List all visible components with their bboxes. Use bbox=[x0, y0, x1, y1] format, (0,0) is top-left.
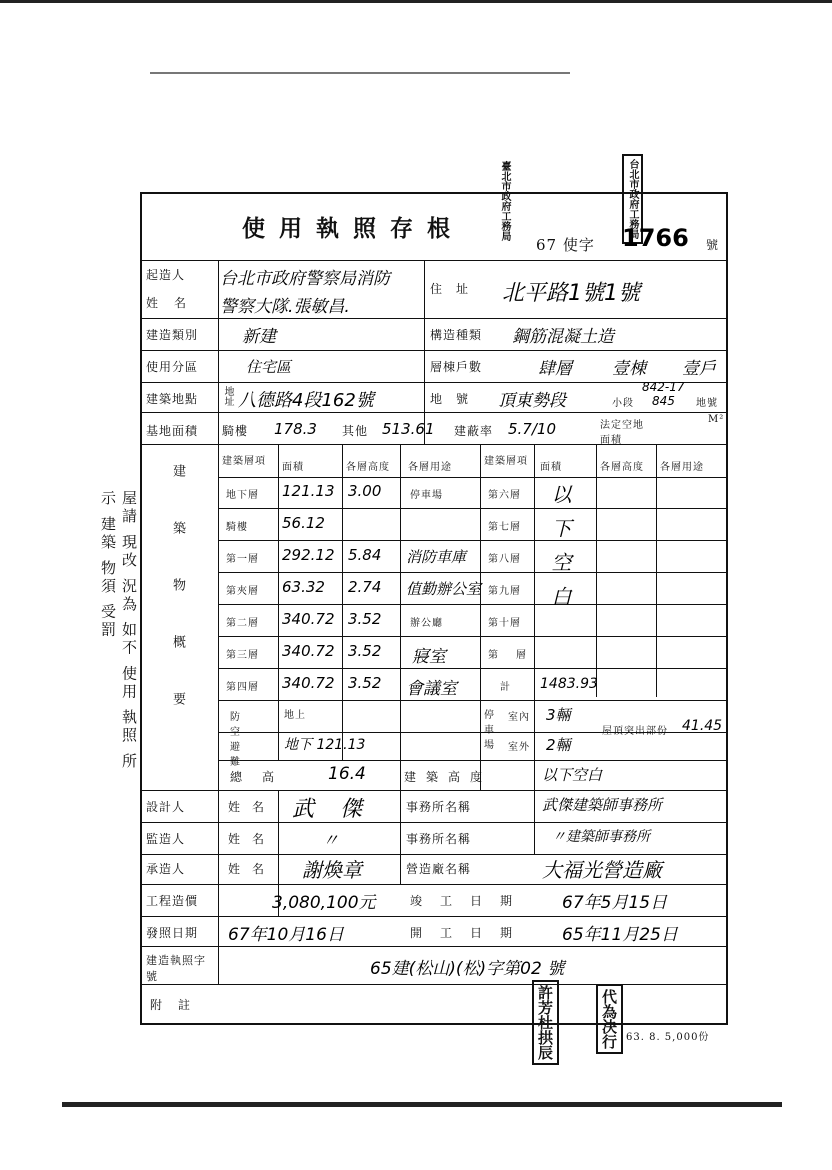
hdr-use-right: 各層用途 bbox=[660, 462, 704, 473]
total-height-label: 總高 bbox=[230, 770, 295, 784]
start-value: 65年11月25日 bbox=[562, 925, 678, 945]
site-area-unit: M² bbox=[708, 414, 725, 425]
builder-label-2: 姓名 bbox=[146, 296, 203, 310]
zoning-value: 住宅區 bbox=[246, 358, 292, 376]
done-label: 竣工日期 bbox=[410, 894, 531, 908]
households-value: 壹戶 bbox=[682, 359, 716, 379]
margin-col-5: 使用 bbox=[120, 665, 138, 702]
other-value: 513.61 bbox=[382, 420, 435, 438]
hdr-floor-left: 建築層項 bbox=[222, 456, 266, 467]
floor-height: 3.52 bbox=[348, 674, 382, 692]
floor-area: 121.13 bbox=[282, 482, 335, 500]
right-floor-name: 第六層 bbox=[488, 490, 521, 501]
contractor-name-label: 姓名 bbox=[228, 862, 277, 876]
permit-label: 建造執照字號 bbox=[146, 954, 206, 983]
floor-area: 292.12 bbox=[282, 546, 335, 564]
floor-area: 340.72 bbox=[282, 642, 335, 660]
arcade-value: 178.3 bbox=[274, 420, 317, 438]
supervisor-name: 〃 bbox=[322, 831, 339, 851]
ridges-value: 壹棟 bbox=[612, 359, 646, 379]
contractor-label: 承造人 bbox=[146, 862, 186, 876]
floor-height: 5.84 bbox=[348, 546, 382, 564]
permit-form bbox=[140, 192, 728, 1043]
parking-outdoor-value: 2輛 bbox=[546, 736, 571, 754]
builder-label-1: 起造人 bbox=[146, 268, 186, 282]
approver-stamp: 許芳杜拱辰 bbox=[532, 980, 559, 1065]
issue-value: 67年10月16日 bbox=[228, 925, 344, 945]
designer-office: 武傑建築師事務所 bbox=[542, 796, 663, 814]
right-floor-name: 第八層 bbox=[488, 554, 521, 565]
contractor-name: 謝煥章 bbox=[302, 858, 362, 882]
designer-label: 設計人 bbox=[146, 800, 186, 814]
legal-label: 法定空地面積 bbox=[600, 420, 644, 446]
scan-bottom-line bbox=[62, 1102, 782, 1107]
land-sub-label: 小段 bbox=[612, 398, 634, 409]
zoning-label: 使用分區 bbox=[146, 360, 199, 374]
parking-indoor-value: 3輛 bbox=[546, 706, 571, 724]
total-value: 1483.93 bbox=[540, 676, 598, 692]
structure-type-value: 鋼筋混凝土造 bbox=[512, 327, 614, 347]
margin-col-2: 現改 bbox=[120, 533, 138, 570]
builder-value-2: 警察大隊.張敏昌. bbox=[220, 297, 350, 317]
top-stamp-right: 台北市政府工務局 bbox=[622, 154, 643, 244]
scan-top-line bbox=[0, 0, 832, 3]
permit-value: 65建(松山)(松)字第02 號 bbox=[370, 959, 565, 979]
supervisor-office-label: 事務所名稱 bbox=[406, 832, 472, 846]
hdr-height-right: 各層高度 bbox=[600, 462, 644, 473]
doc-number: 1766 bbox=[622, 224, 689, 252]
right-floor-name: 計 bbox=[500, 682, 511, 693]
cost-value: 3,080,100元 bbox=[272, 893, 376, 913]
hdr-area-left: 面積 bbox=[282, 462, 304, 473]
right-floor-name: 第七層 bbox=[488, 522, 521, 533]
hdr-area-right: 面積 bbox=[540, 462, 562, 473]
floor-height: 2.74 bbox=[348, 578, 382, 596]
notes-label: 附註 bbox=[150, 998, 207, 1012]
floor-area: 340.72 bbox=[282, 674, 335, 692]
floor-name: 第夾層 bbox=[226, 586, 259, 597]
right-note: 以下空白 bbox=[548, 484, 572, 620]
shelter-below: 地下 121.13 bbox=[284, 737, 366, 753]
floor-name: 地下層 bbox=[226, 490, 259, 501]
floor-area: 340.72 bbox=[282, 610, 335, 628]
hdr-floor-right: 建築層項 bbox=[484, 456, 528, 467]
shelter-above: 地上 bbox=[284, 710, 306, 721]
land-number-1: 842-17 bbox=[642, 380, 685, 394]
supervisor-label: 監造人 bbox=[146, 832, 186, 846]
margin-col-3: 況為 bbox=[120, 577, 138, 614]
margin-col-4: 如不 bbox=[120, 621, 138, 658]
land-number-2: 845 bbox=[652, 394, 675, 408]
margin-col-9: 物須 bbox=[99, 559, 117, 596]
floor-name: 騎樓 bbox=[226, 522, 248, 533]
floor-use: 會議室 bbox=[406, 679, 457, 699]
designer-office-label: 事務所名稱 bbox=[406, 800, 472, 814]
floor-use: 值勤辦公室 bbox=[406, 580, 482, 598]
floor-use: 辦公廳 bbox=[410, 618, 443, 629]
issue-label: 發照日期 bbox=[146, 926, 199, 940]
floor-use: 寢室 bbox=[412, 647, 446, 667]
floor-area: 56.12 bbox=[282, 514, 325, 532]
other-label: 其他 bbox=[342, 424, 369, 438]
parking-label: 停車場 bbox=[484, 710, 495, 751]
building-section-label: 建築物概要 bbox=[170, 464, 185, 749]
designer-name: 武傑 bbox=[292, 797, 389, 822]
bldg-height-label: 建築高度 bbox=[404, 770, 493, 784]
parking-indoor-label: 室內 bbox=[508, 712, 530, 723]
floor-height: 3.52 bbox=[348, 642, 382, 660]
floor-name: 第一層 bbox=[226, 554, 259, 565]
location-sub-label: 地址 bbox=[222, 386, 233, 406]
floor-height: 3.00 bbox=[348, 482, 382, 500]
structure-type-label: 構造種類 bbox=[430, 328, 483, 342]
hdr-height-left: 各層高度 bbox=[346, 462, 390, 473]
top-stamp-left: 臺北市政府工務局 bbox=[499, 161, 510, 241]
total-height-value: 16.4 bbox=[328, 764, 366, 784]
land-number-label: 地號 bbox=[430, 392, 483, 406]
coverage-label: 建蔽率 bbox=[454, 424, 494, 438]
margin-col-7: 所示 bbox=[99, 490, 138, 771]
right-floor-name: 第九層 bbox=[488, 586, 521, 597]
building-class-label: 建造類別 bbox=[146, 328, 199, 342]
scan-smudge bbox=[150, 72, 570, 74]
roof-value: 41.45 bbox=[682, 718, 723, 734]
margin-col-8: 建築 bbox=[99, 515, 117, 552]
doc-prefix: 67 使字 bbox=[536, 236, 595, 254]
floors-households-label: 層棟戶數 bbox=[430, 360, 483, 374]
print-info: 63. 8. 5,000份 bbox=[626, 1032, 710, 1043]
arcade-label: 騎樓 bbox=[222, 424, 249, 438]
floor-name: 第二層 bbox=[226, 618, 259, 629]
builder-value-1: 台北市政府警察局消防 bbox=[220, 269, 390, 289]
cost-label: 工程造價 bbox=[146, 894, 199, 908]
contractor-office: 大福光營造廠 bbox=[542, 858, 662, 882]
contractor-office-label: 營造廠名稱 bbox=[406, 862, 472, 876]
floor-name: 第三層 bbox=[226, 650, 259, 661]
coverage-value: 5.7/10 bbox=[508, 420, 556, 438]
margin-col-1: 屋請 bbox=[120, 490, 138, 526]
agency-stamp: 代為決行 bbox=[596, 984, 623, 1054]
designer-name-label: 姓名 bbox=[228, 800, 277, 814]
location-label: 建築地點 bbox=[146, 392, 199, 406]
form-title: 使用執照存根 bbox=[242, 215, 464, 242]
floors-value: 肆層 bbox=[538, 359, 572, 379]
land-suffix: 地號 bbox=[696, 398, 718, 409]
floor-use: 消防車庫 bbox=[406, 548, 467, 566]
margin-col-6: 執照 bbox=[120, 708, 138, 745]
left-margin-text bbox=[98, 490, 140, 780]
hdr-use-left: 各層用途 bbox=[408, 462, 452, 473]
margin-col-10: 受罰 bbox=[99, 603, 117, 640]
roof-label: 屋頂突出部份 bbox=[602, 726, 668, 737]
land-number-value: 頂東勢段 bbox=[498, 391, 566, 411]
floor-use: 停車場 bbox=[410, 490, 443, 501]
shelter-label: 防空避難 bbox=[230, 712, 254, 768]
bldg-height-value: 以下空白 bbox=[542, 766, 603, 784]
building-class-value: 新建 bbox=[242, 327, 276, 347]
doc-suffix: 號 bbox=[706, 238, 720, 252]
floor-area: 63.32 bbox=[282, 578, 325, 596]
right-floor-name: 第層 bbox=[488, 650, 544, 661]
floor-height: 3.52 bbox=[348, 610, 382, 628]
location-value: 八德路4段162號 bbox=[238, 390, 374, 411]
start-label: 開工日期 bbox=[410, 926, 531, 940]
right-floor-name: 第十層 bbox=[488, 618, 521, 629]
floor-name: 第四層 bbox=[226, 682, 259, 693]
address-label: 住址 bbox=[430, 282, 483, 296]
supervisor-office: 〃建築師事務所 bbox=[552, 829, 650, 845]
address-value: 北平路1號1號 bbox=[502, 281, 640, 306]
supervisor-name-label: 姓名 bbox=[228, 832, 277, 846]
done-value: 67年5月15日 bbox=[562, 893, 668, 913]
site-area-label: 基地面積 bbox=[146, 424, 199, 438]
parking-outdoor-label: 室外 bbox=[508, 742, 530, 753]
